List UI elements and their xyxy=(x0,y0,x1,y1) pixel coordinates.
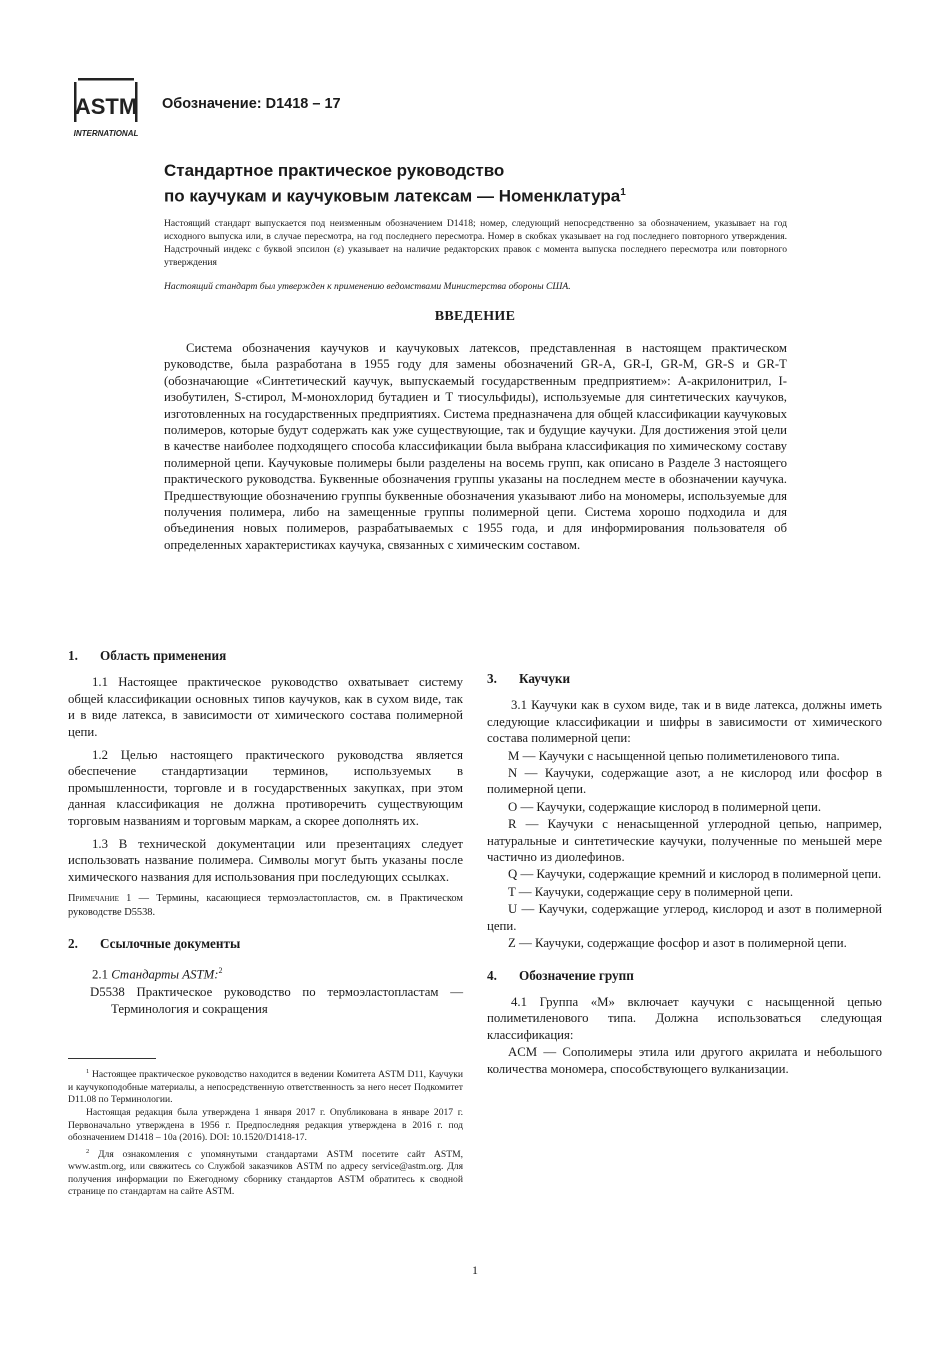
class-r: R — Каучуки с ненасыщенной углеродной цепью, например, натуральные и синтетические каучуки, полученные по меньшей мере частично из диолефинов. xyxy=(487,817,882,865)
class-u: U — Каучуки, содержащие углерод, кислород и азот в полимерной цепи. xyxy=(487,902,882,933)
footnote-2: $^2$ Для ознакомления с упомянутыми стандартами ASTM посетите сайт ASTM, www.astm.org, или свяжитесь со Службой заказчиков ASTM по адресу service@astm.org. Для получения информации по Ежегодному сборнику стандартов ASTM обратитесь к сводной странице по стандартам на сайте ASTM. xyxy=(68,1147,463,1198)
dod-notice: Настоящий стандарт был утвержден к применению ведомствами Министерства обороны США. xyxy=(164,281,571,292)
class-q: Q — Каучуки, содержащие кремний и кислород в полимерной цепи. xyxy=(508,867,882,882)
class-m: M — Каучуки с насыщенной цепью полиметиленового типа. xyxy=(508,748,840,763)
section-2-heading: 2. Ссылочные документы xyxy=(68,936,241,952)
class-t: T — Каучуки, содержащие серу в полимерной цепи. xyxy=(508,884,794,899)
footnote-1: $^1$ Настоящее практическое руководство находится в ведении Комитета ASTM D11, Каучуки и каучукоподобные материалы, а непосредственную ответственность за него несет Подкомитет D11.08 по Терминологии. xyxy=(68,1068,463,1105)
designation: Обозначение: D1418 – 17 xyxy=(162,96,341,112)
left-column xyxy=(68,648,463,1024)
intro-paragraph: Система обозначения каучуков и каучуковых латексов, представленная в настоящем практическом руководстве, была разработана в 1955 году для замены обозначений GR-A, GR-I, GR-M, GR-S и GR-T (обозначающие «Синтетический каучук, выпускаемый государственным предприятием»: A-акрилонитрил, I-изобутилен, S-стирол, M-монохлорид бутадиен и T тиосульфиды), используемые для синтетических каучуков, изготовленных на государственных предприятиях. Система предназначена для общей классификации каучуковых полимеров, которые будут содержать как уже существующие, так и будущие каучуки. Для достижения этой цели в качестве наиболее подходящего способа классификации была выбрана классификация по химическому составу полимерной цепи. Каучуковые полимеры были разделены на восемь групп, как описано в Разделе 3 настоящего практического руководства. Буквенные обозначения группы указаны на последнем месте в обозначении каучука. Предшествующие обозначению группы буквенные обозначения указывают либо на мономеры, используемые для получения полимера, либо на замещенные группы полимерной цепи. Система хорошо подходила и для объединения новых полимеров, разрабатываемых с 1955 года, и для информирования пользователя об определенных характеристиках каучука, связанных с химическим составом. xyxy=(164,341,787,552)
astm-logo xyxy=(68,78,144,140)
title-line-1: Стандартное практическое руководство xyxy=(164,161,505,180)
para-4-1: 4.1 Группа «M» включает каучуки с насыщенной цепью полиметиленового типа. Должна использоваться следующая классификация: xyxy=(487,994,882,1042)
right-column xyxy=(487,671,882,1078)
issue-notice: Настоящий стандарт выпускается под неизменным обозначением D1418; номер, следующий непосредственно за обозначением, указывает на год исходного выпуска или, в случае пересмотра, на год последнего пересмотра. Номер в скобках указывает на год последнего повторного утверждения. Надстрочный индекс с буквой эпсилон (ε) указывает на наличие редакторских правок с момента выпуска последнего пересмотра или повторного утверждения xyxy=(164,218,787,268)
section-1-heading: 1. Область применения xyxy=(68,648,227,663)
title-line-2: по каучукам и каучуковым латексам — Номенклатура$^1$ xyxy=(164,186,626,206)
para-3-1: 3.1 Каучуки как в сухом виде, так и в виде латекса, должны иметь следующие классификации и шифры в зависимости от химического состава полимерной цепи: xyxy=(487,698,882,746)
class-n: N — Каучуки, содержащие азот, а не кислород или фосфор в полимерной цепи. xyxy=(487,766,882,797)
section-3-heading: 3. Каучуки xyxy=(487,671,571,686)
para-1-1: 1.1 Настоящее практическое руководство охватывает систему общей классификации основных типов каучуков, как в сухом виде, так и в виде латекса, в зависимости от химического состава полимерной цепи. xyxy=(68,675,463,739)
logo-subtext: INTERNATIONAL xyxy=(73,129,139,138)
para-1-3: 1.3 В технической документации или презентациях следует использовать название полимера. Символы могут быть указаны после химического названия для использования при последующих ссылках. xyxy=(68,837,463,884)
note-1: Примечание 1 — Термины, касающиеся термоэластопластов, см. в Практическом руководстве D5538. xyxy=(68,893,463,919)
para-2-1: 2.1 Стандарты ASTM:$^2$ xyxy=(92,965,223,981)
footnotes xyxy=(68,1066,463,1199)
title-footnote-mark: 1 xyxy=(620,187,626,198)
section-4-heading: 4. Обозначение групп xyxy=(487,967,634,983)
intro-heading: ВВЕДЕНИЕ xyxy=(434,309,516,324)
footnote-divider xyxy=(68,1058,156,1059)
class-o: O — Каучуки, содержащие кислород в полимерной цепи. xyxy=(508,799,822,814)
page-number: 1 xyxy=(472,1263,478,1277)
para-1-2: 1.2 Целью настоящего практического руководства является обеспечение стандартизации терминов, используемых в промышленности, торговле и в государственных закупках, при этом данная классификация не должна противоречить существующим торговым названиям и торговым маркам, а скорее дополнять их. xyxy=(68,748,463,828)
footnote-1b: Настоящая редакция была утверждена 1 января 2017 г. Опубликована в январе 2017 г. Первоначально утверждена в 1956 г. Предпоследняя редакция утверждена в 2016 г. под обозначением D1418 – 10a (2016). DOI: 10.1520/D1418-17. xyxy=(68,1107,463,1144)
logo-text: ASTM xyxy=(74,94,138,119)
class-acm: ACM — Сополимеры этила или другого акрилата и небольшого количества мономера, способствующего вулканизации. xyxy=(487,1045,882,1076)
reference-d5538[interactable]: D5538 Практическое руководство по термоэластопластам — Терминология и сокращения xyxy=(90,985,463,1016)
document-title xyxy=(164,160,626,208)
class-z: Z — Каучуки, содержащие фосфор и азот в полимерной цепи. xyxy=(508,936,847,951)
